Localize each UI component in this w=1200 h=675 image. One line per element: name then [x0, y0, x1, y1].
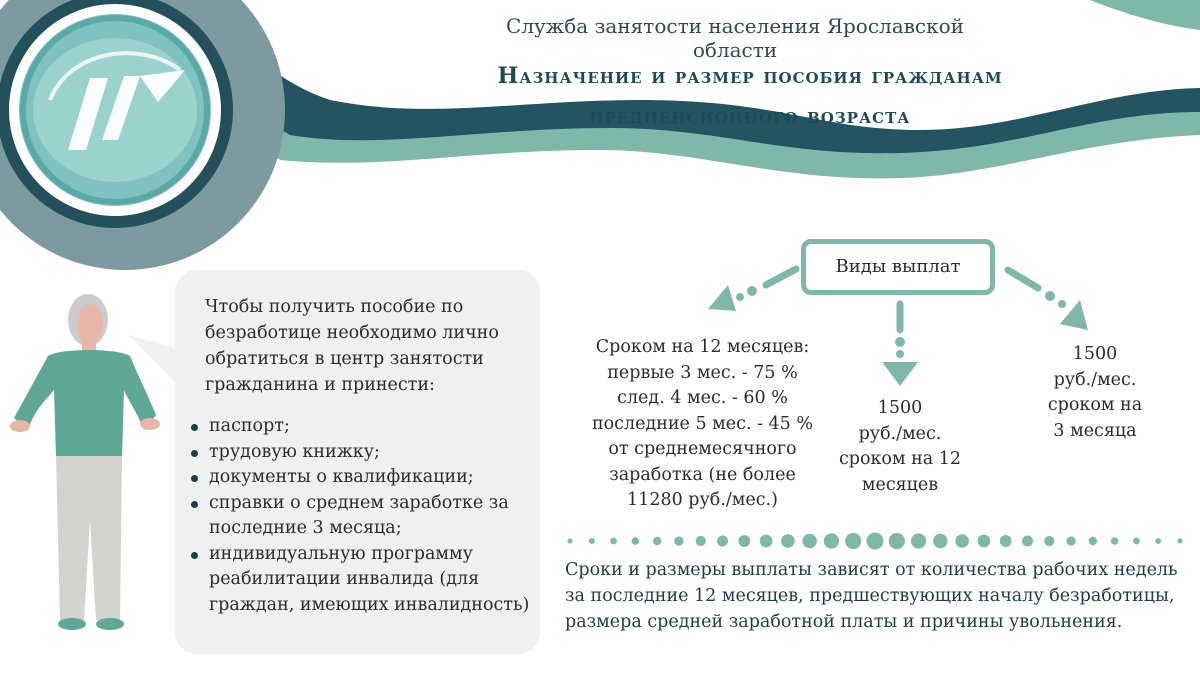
payment-line: 11280 руб./мес.) — [627, 490, 778, 510]
divider-dot — [824, 533, 839, 548]
divider-dot — [1022, 536, 1033, 547]
payment-types-box: Виды выплат — [801, 239, 995, 295]
woman-figure-icon — [0, 290, 170, 640]
divider-dot — [696, 536, 706, 546]
divider-dot — [568, 539, 573, 544]
divider-dot — [1089, 537, 1097, 545]
divider-dot — [632, 537, 640, 545]
arrow-down-icon — [878, 300, 922, 390]
list-item: трудовую книжку; — [190, 440, 540, 466]
list-item: паспорт; — [190, 414, 540, 440]
divider-dot — [889, 533, 905, 549]
divider-dot — [653, 537, 661, 545]
divider-dot — [802, 534, 816, 548]
divider-dot — [1178, 539, 1183, 544]
divider-dot — [717, 536, 728, 547]
dotted-divider — [560, 528, 1190, 554]
payment-line: след. 4 мес. - 60 % — [617, 388, 788, 408]
divider-dot — [911, 533, 926, 548]
divider-dot — [955, 534, 969, 548]
list-item: индивидуальную программу реабилитации инвалида (для граждан, имеющих инвалидность) — [190, 542, 540, 619]
bubble-intro-text: Чтобы получить пособие по безработице необходимо лично обратиться в центр занятости гражданина и принести: — [205, 297, 499, 395]
payment-option-right — [1020, 342, 1170, 444]
list-item: справки о среднем заработке за последние 3 месяца; — [190, 491, 540, 542]
divider-dot — [760, 535, 773, 548]
divider-dot — [845, 533, 861, 549]
payment-line: Сроком на 12 месяцев: — [595, 337, 810, 357]
payment-line: последние 5 мес. - 45 % — [591, 413, 814, 434]
divider-dot — [738, 535, 750, 547]
payment-line: месяцев — [861, 474, 939, 495]
employment-service-logo-icon — [0, 0, 300, 280]
divider-dot — [978, 535, 991, 548]
divider-dot — [1066, 536, 1075, 545]
title-line-1: Назначение и размер пособия гражданам — [497, 63, 1003, 89]
divider-dot — [1044, 536, 1054, 546]
payment-line: первые 3 мес. - 75 % — [607, 362, 798, 383]
title-line-2: предпенсионного возраста — [589, 103, 911, 129]
divider-dot — [1000, 535, 1012, 547]
arrow-right-icon — [1000, 260, 1100, 335]
divider-dot — [1155, 538, 1161, 544]
payment-line: 3 месяца — [1053, 420, 1137, 441]
divider-dot — [933, 534, 947, 548]
organization-name: Служба занятости населения Ярославской области — [506, 14, 964, 62]
divider-dot — [867, 533, 884, 550]
page-title — [430, 56, 1070, 136]
payment-option-middle — [820, 396, 980, 498]
divider-dot — [1133, 538, 1140, 545]
divider-dot — [674, 536, 683, 545]
payment-line: заработка (не более — [609, 464, 796, 485]
payment-line: сроком на 12 — [838, 449, 962, 469]
arrow-left-icon — [700, 255, 810, 325]
payment-line: 1500 — [877, 398, 923, 418]
payment-line: сроком на — [1047, 395, 1143, 415]
divider-dot — [610, 538, 617, 545]
payment-line: руб./мес. — [1053, 369, 1137, 390]
divider-dot — [1111, 537, 1119, 545]
payment-line: руб./мес. — [858, 423, 942, 444]
payment-line: от среднемесячного — [608, 439, 797, 459]
list-item: документы о квалификации; — [190, 465, 540, 491]
documents-list — [190, 414, 540, 618]
payment-line: 1500 — [1072, 344, 1118, 364]
divider-dot — [781, 534, 795, 548]
divider-dot — [589, 538, 595, 544]
payment-option-left — [580, 335, 825, 514]
corner-wave — [1090, 0, 1200, 30]
footer-note: Сроки и размеры выплаты зависят от количества рабочих недель за последние 12 месяцев, предшествующих началу безработицы, размера средней заработной платы и причины увольнения. — [565, 560, 1178, 632]
